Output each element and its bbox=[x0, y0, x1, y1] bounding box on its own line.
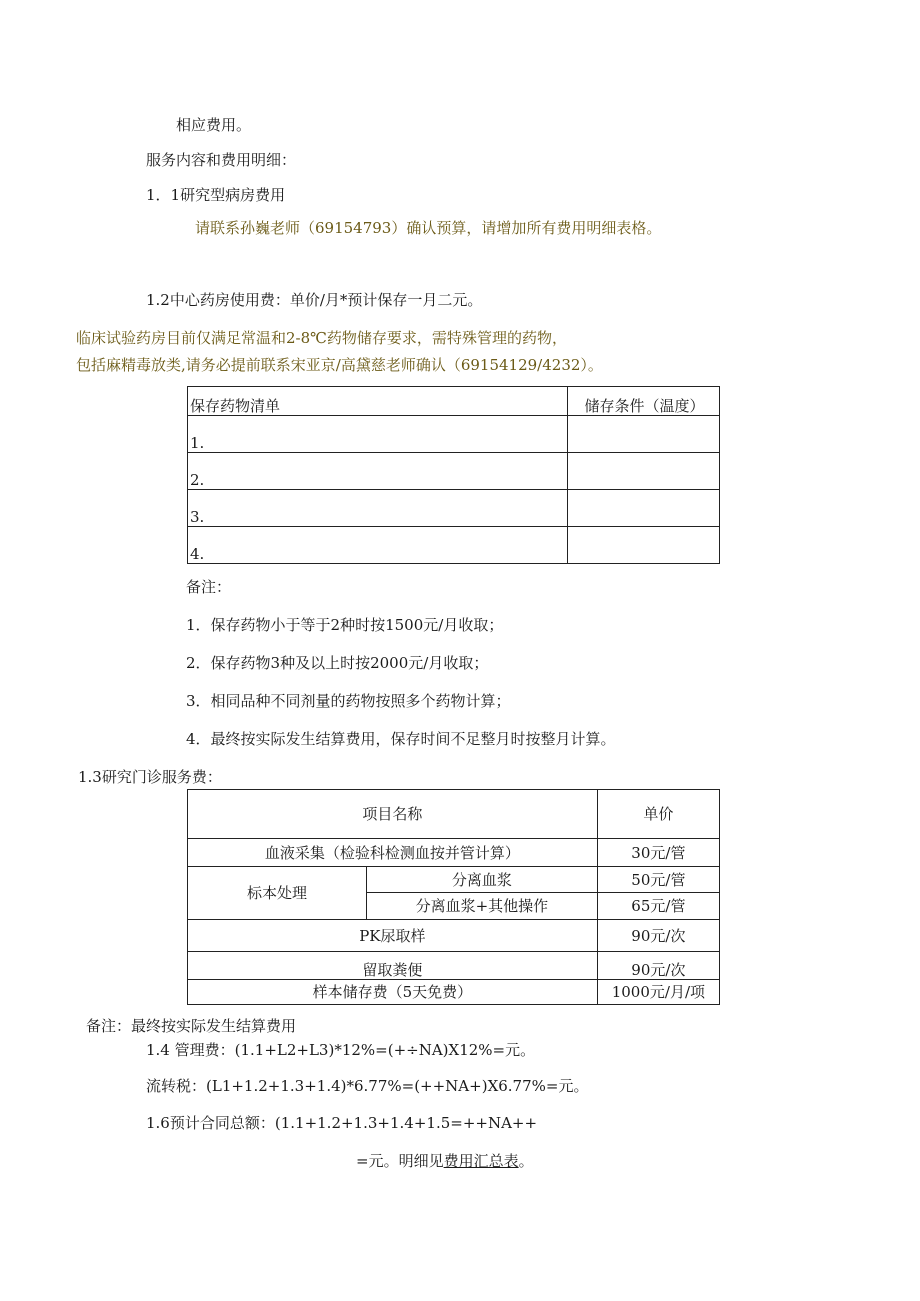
table-cell: 4. bbox=[188, 527, 568, 564]
storage-table bbox=[187, 386, 720, 564]
table-cell: 2. bbox=[188, 453, 568, 490]
contract-total-detail bbox=[356, 1151, 534, 1171]
table-cell: 1000元/月/项 bbox=[597, 980, 719, 1005]
footer-note: 备注：最终按实际发生结算费用 bbox=[86, 1017, 297, 1035]
table-cell: 65元/管 bbox=[597, 893, 719, 920]
note-item: 4．最终按实际发生结算费用，保存时间不足整月时按整月计算。 bbox=[186, 730, 616, 748]
pharmacy-note: 临床试验药房目前仅满足常温和2-8℃药物储存要求，需特殊管理的药物， bbox=[76, 329, 567, 347]
clinic-fee-table bbox=[187, 789, 720, 1005]
note-item: 3．相同品种不同剂量的药物按照多个药物计算； bbox=[186, 692, 511, 710]
table-header: 储存条件（温度） bbox=[568, 387, 720, 416]
table-header: 保存药物清单 bbox=[188, 387, 568, 416]
table-cell: 50元/管 bbox=[597, 867, 719, 893]
contract-total: 1.6预计合同总额：(1.1+1.2+1.3+1.4+1.5=++NA++ bbox=[146, 1114, 538, 1132]
section-heading: 1.2中心药房使用费：单价/月*预计保存一月二元。 bbox=[146, 291, 483, 309]
table-cell: 90元/次 bbox=[597, 952, 719, 980]
fee-summary-link[interactable]: 费用汇总表 bbox=[443, 1152, 519, 1170]
note-item: 1．保存药物小于等于2种时按1500元/月收取； bbox=[186, 616, 504, 634]
table-cell: 90元/次 bbox=[597, 920, 719, 952]
table-cell: 血液采集（检验科检测血按并管计算） bbox=[188, 839, 598, 867]
table-cell: 分离血浆+其他操作 bbox=[367, 893, 598, 920]
table-cell bbox=[568, 453, 720, 490]
table-cell bbox=[568, 416, 720, 453]
pharmacy-note: 包括麻精毒放类,请务必提前联系宋亚京/高黛慈老师确认（69154129/4232）。 bbox=[76, 356, 603, 374]
table-cell bbox=[568, 490, 720, 527]
table-cell: 30元/管 bbox=[597, 839, 719, 867]
table-cell: 留取粪便 bbox=[188, 952, 598, 980]
notes-title: 备注： bbox=[186, 578, 232, 596]
table-cell: PK尿取样 bbox=[188, 920, 598, 952]
text-line: 相应费用。 bbox=[176, 116, 252, 134]
management-fee: 1.4 管理费：(1.1+L2+L3)*12%=(+÷NA)X12%=元。 bbox=[146, 1041, 536, 1059]
table-cell bbox=[568, 527, 720, 564]
table-cell: 分离血浆 bbox=[367, 867, 598, 893]
section-heading: 1.3研究门诊服务费： bbox=[78, 768, 222, 786]
table-header: 单价 bbox=[597, 790, 719, 839]
table-header: 项目名称 bbox=[188, 790, 598, 839]
turnover-tax: 流转税：(L1+1.2+1.3+1.4)*6.77%=(++NA+)X6.77%=元。 bbox=[146, 1077, 589, 1095]
note-item: 2．保存药物3种及以上时按2000元/月收取； bbox=[186, 654, 489, 672]
table-cell: 标本处理 bbox=[188, 867, 367, 920]
table-cell: 1. bbox=[188, 416, 568, 453]
budget-contact-note: 请联系孙巍老师（69154793）确认预算，请增加所有费用明细表格。 bbox=[195, 219, 662, 237]
table-cell: 3. bbox=[188, 490, 568, 527]
detail-suffix: 。 bbox=[518, 1152, 534, 1170]
detail-prefix: =元。明细见 bbox=[356, 1152, 444, 1170]
table-cell: 样本储存费（5天免费） bbox=[188, 980, 598, 1005]
text-line: 服务内容和费用明细： bbox=[146, 151, 297, 169]
section-heading: 1．1研究型病房费用 bbox=[146, 186, 286, 204]
